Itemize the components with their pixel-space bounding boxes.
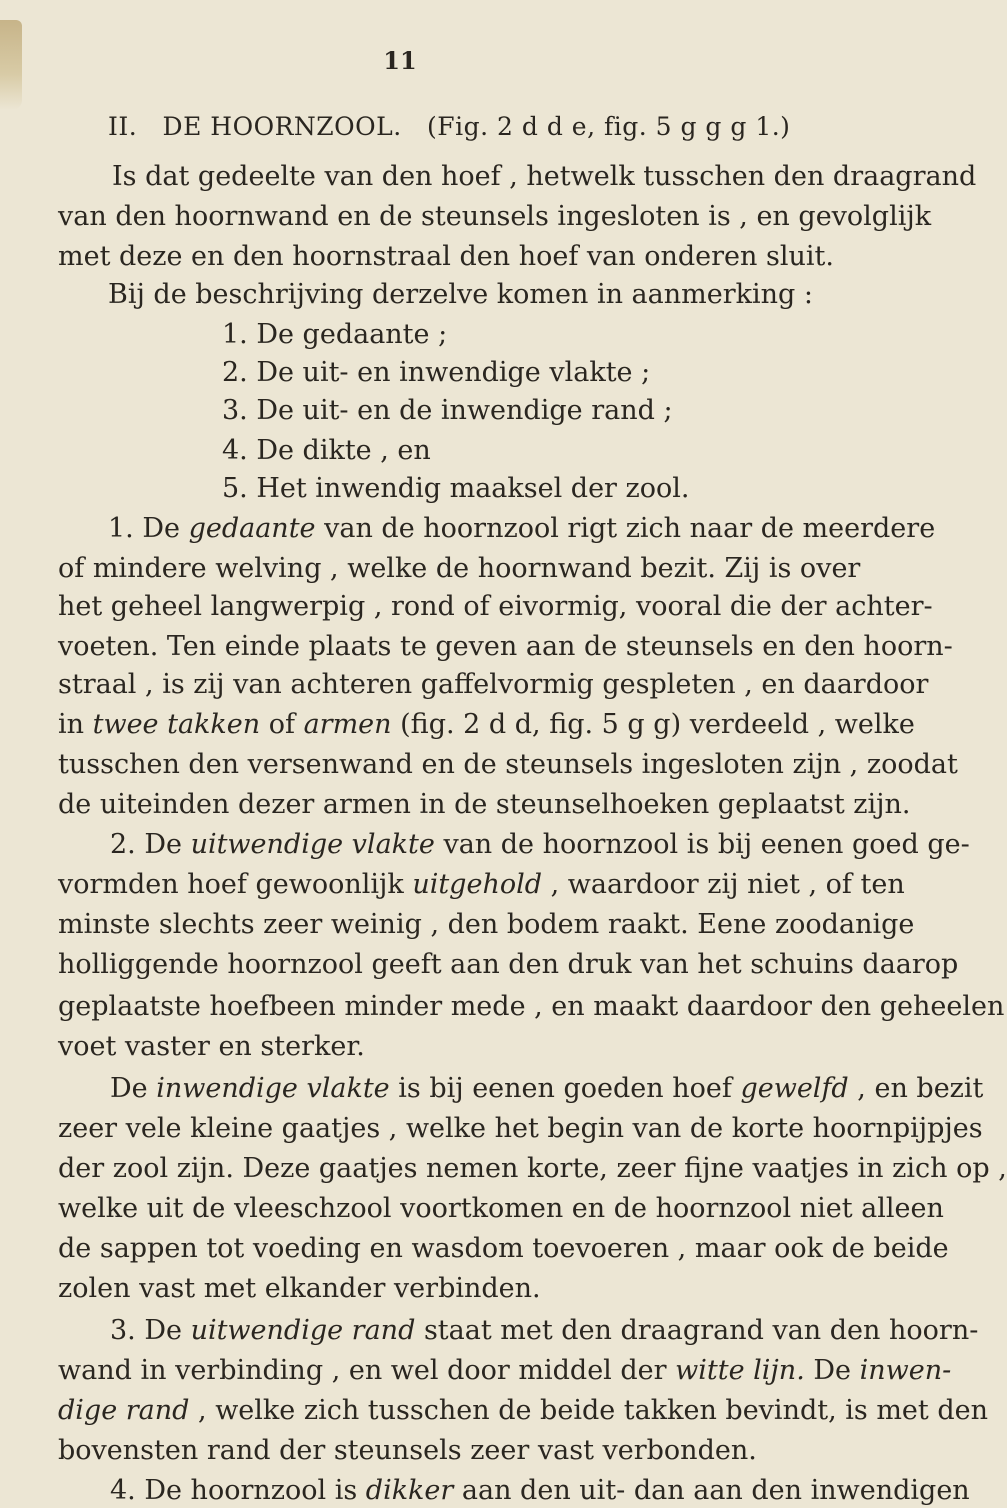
text-segment: 5. Het inwendig maaksel der zool. bbox=[222, 473, 690, 504]
text-segment: van den hoornwand en de steunsels ingesloten is , en gevolglijk bbox=[58, 201, 932, 232]
text-segment: 1. De gedaante ; bbox=[222, 319, 448, 350]
text-segment: wand in verbinding , en wel door middel der bbox=[58, 1355, 676, 1386]
section-heading bbox=[108, 110, 790, 144]
figure-reference: (Fig. 2 d d e, fig. 5 g g g 1.) bbox=[427, 112, 791, 141]
text-segment: minste slechts zeer weinig , den bodem raakt. Eene zoodanige bbox=[58, 909, 915, 940]
text-segment: staat met den draagrand van den hoorn- bbox=[415, 1315, 979, 1346]
text-line bbox=[110, 1314, 979, 1348]
text-line bbox=[222, 472, 690, 506]
text-line bbox=[58, 1394, 988, 1428]
text-segment: aan den uit- dan aan den inwendigen bbox=[453, 1475, 970, 1506]
text-segment: in bbox=[58, 709, 93, 740]
italic-term: gewelfd bbox=[740, 1073, 849, 1104]
text-line bbox=[58, 1030, 365, 1064]
text-line bbox=[108, 278, 813, 312]
text-line bbox=[58, 1434, 757, 1468]
page-number: 11 bbox=[383, 46, 417, 75]
text-line bbox=[108, 512, 936, 546]
italic-term: uitwendige vlakte bbox=[190, 829, 435, 860]
text-line bbox=[222, 318, 447, 352]
text-segment: de sappen tot voeding en wasdom toevoeren , maar ook de beide bbox=[58, 1233, 949, 1264]
text-line bbox=[58, 240, 834, 274]
text-segment: is bij eenen goeden hoef bbox=[389, 1073, 741, 1104]
text-line bbox=[58, 788, 911, 822]
text-segment: 1. De bbox=[108, 513, 189, 544]
text-line bbox=[110, 828, 970, 862]
italic-term: twee takken bbox=[92, 709, 261, 740]
text-line bbox=[58, 200, 932, 234]
italic-term: inwendige vlakte bbox=[156, 1073, 390, 1104]
text-segment: der zool zijn. Deze gaatjes nemen korte, zeer fijne vaatjes in zich op , bbox=[58, 1153, 1007, 1184]
text-line bbox=[58, 1152, 1007, 1186]
text-segment: voet vaster en sterker. bbox=[58, 1031, 365, 1062]
text-line bbox=[110, 1072, 984, 1106]
text-segment: of mindere welving , welke de hoornwand bezit. Zij is over bbox=[58, 553, 861, 584]
text-line bbox=[58, 948, 959, 982]
italic-term: uitgehold bbox=[412, 869, 543, 900]
section-number: II. bbox=[108, 112, 138, 141]
text-segment: zolen vast met elkander verbinden. bbox=[58, 1273, 541, 1304]
text-segment: zeer vele kleine gaatjes , welke het begin van de korte hoornpijpjes bbox=[58, 1113, 983, 1144]
section-title: DE HOORNZOOL. bbox=[162, 112, 402, 141]
text-segment: 2. De uit- en inwendige vlakte ; bbox=[222, 357, 651, 388]
text-segment: Is dat gedeelte van den hoef , hetwelk tusschen den draagrand bbox=[112, 161, 977, 192]
text-line bbox=[222, 394, 673, 428]
text-segment: 3. De bbox=[110, 1315, 191, 1346]
text-line bbox=[222, 356, 650, 390]
italic-term: uitwendige rand bbox=[190, 1315, 416, 1346]
text-segment: welke uit de vleeschzool voortkomen en de hoornzool niet alleen bbox=[58, 1193, 944, 1224]
text-line bbox=[58, 908, 915, 942]
text-segment: , waardoor zij niet , of ten bbox=[542, 869, 905, 900]
text-line bbox=[110, 1474, 970, 1508]
text-segment: 2. De bbox=[110, 829, 191, 860]
text-line bbox=[58, 668, 929, 702]
text-segment: holliggende hoornzool geeft aan den druk van het schuins daarop bbox=[58, 949, 959, 980]
text-line bbox=[58, 1192, 944, 1226]
italic-term: inwen- bbox=[859, 1355, 952, 1386]
text-segment: voeten. Ten einde plaats te geven aan de steunsels en den hoorn- bbox=[58, 631, 953, 662]
text-segment: , welke zich tusschen de beide takken bevindt, is met den bbox=[189, 1395, 988, 1426]
text-line bbox=[58, 990, 1005, 1024]
text-segment: 4. De dikte , en bbox=[222, 435, 431, 466]
text-segment: 4. De hoornzool is bbox=[110, 1475, 366, 1506]
text-line bbox=[58, 630, 953, 664]
text-segment: bovensten rand der steunsels zeer vast verbonden. bbox=[58, 1435, 757, 1466]
text-segment: de uiteinden dezer armen in de steunselhoeken geplaatst zijn. bbox=[58, 789, 911, 820]
text-segment: , en bezit bbox=[848, 1073, 984, 1104]
italic-term: dige rand bbox=[58, 1395, 190, 1426]
text-line bbox=[58, 868, 905, 902]
text-line bbox=[222, 434, 431, 468]
text-segment: van de hoornzool rigt zich naar de meerdere bbox=[315, 513, 936, 544]
text-line bbox=[58, 1112, 983, 1146]
italic-term: armen bbox=[303, 709, 392, 740]
text-segment: De bbox=[110, 1073, 157, 1104]
text-line bbox=[58, 1354, 952, 1388]
text-segment: straal , is zij van achteren gaffelvormig gespleten , en daardoor bbox=[58, 669, 929, 700]
italic-term: witte lijn. bbox=[675, 1355, 805, 1386]
text-segment: tusschen den versenwand en de steunsels ingesloten zijn , zoodat bbox=[58, 749, 958, 780]
text-segment: of bbox=[260, 709, 304, 740]
italic-term: dikker bbox=[365, 1475, 454, 1506]
text-segment: met deze en den hoornstraal den hoef van onderen sluit. bbox=[58, 241, 834, 272]
text-segment: Bij de beschrijving derzelve komen in aanmerking : bbox=[108, 279, 813, 310]
text-segment: vormden hoef gewoonlijk bbox=[58, 869, 413, 900]
text-line bbox=[58, 1272, 541, 1306]
text-line bbox=[58, 708, 915, 742]
text-line bbox=[58, 1232, 949, 1266]
text-segment: het geheel langwerpig , rond of eivormig, vooral die der achter- bbox=[58, 591, 933, 622]
text-segment: (fig. 2 d d, fig. 5 g g) verdeeld , welke bbox=[391, 709, 915, 740]
text-segment: 3. De uit- en de inwendige rand ; bbox=[222, 395, 673, 426]
text-segment: van de hoornzool is bij eenen goed ge- bbox=[434, 829, 970, 860]
text-segment: geplaatste hoefbeen minder mede , en maakt daardoor den geheelen bbox=[58, 991, 1005, 1022]
text-line bbox=[58, 748, 958, 782]
text-line bbox=[58, 590, 933, 624]
text-line bbox=[112, 160, 977, 194]
text-segment: De bbox=[804, 1355, 860, 1386]
text-line bbox=[58, 552, 861, 586]
italic-term: gedaante bbox=[188, 513, 316, 544]
